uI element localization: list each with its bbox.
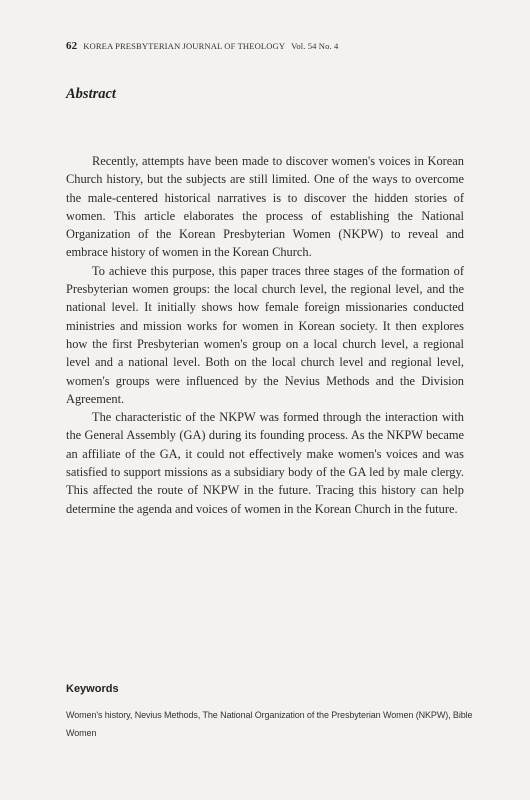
keywords-heading: Keywords — [66, 683, 119, 695]
abstract-paragraph-1: Recently, attempts have been made to discover women's voices in Korean Church history, but the subjects are still limited. One of the ways to overcome the male-centered historical narratives is to discover the hidden stories of women. This article elaborates the process of establishing the National Organization of the Korean Presbyterian Women (NKPW) to reveal and embrace history of women in the Korean Church. — [66, 154, 464, 260]
running-head — [66, 40, 338, 52]
abstract-heading: Abstract — [66, 86, 116, 102]
volume-issue: Vol. 54 No. 4 — [291, 41, 339, 51]
abstract-paragraph-2: To achieve this purpose, this paper traces three stages of the formation of Presbyterian women groups: the local church level, the regional level, and the national level. It initially shows how female foreign missionaries conducted ministries and mission works for women in Korean society. It then explores how the first Presbyterian women's group on a local church level, a regional level and a national level. Both on the local church level and regional level, women's groups were influenced by the Nevius Methods and the Division Agreement. — [66, 263, 464, 406]
keywords-list: Women's history, Nevius Methods, The National Organization of the Presbyterian Women (NKPW), Bible Women — [66, 710, 473, 738]
abstract-body — [66, 152, 464, 518]
page-number: 62 — [66, 40, 78, 52]
journal-title: KOREA PRESBYTERIAN JOURNAL OF THEOLOGY — [83, 41, 286, 51]
abstract-paragraph-3: The characteristic of the NKPW was formed through the interaction with the General Assembly (GA) during its founding process. As the NKPW became an affiliate of the GA, it could not effectively make women's voices and was satisfied to support missions as a subsidiary body of the GA led by male clergy. This affected the route of NKPW in the future. Tracing this history can help determine the agenda and voices of women in the Korean Church in the future. — [66, 410, 464, 516]
